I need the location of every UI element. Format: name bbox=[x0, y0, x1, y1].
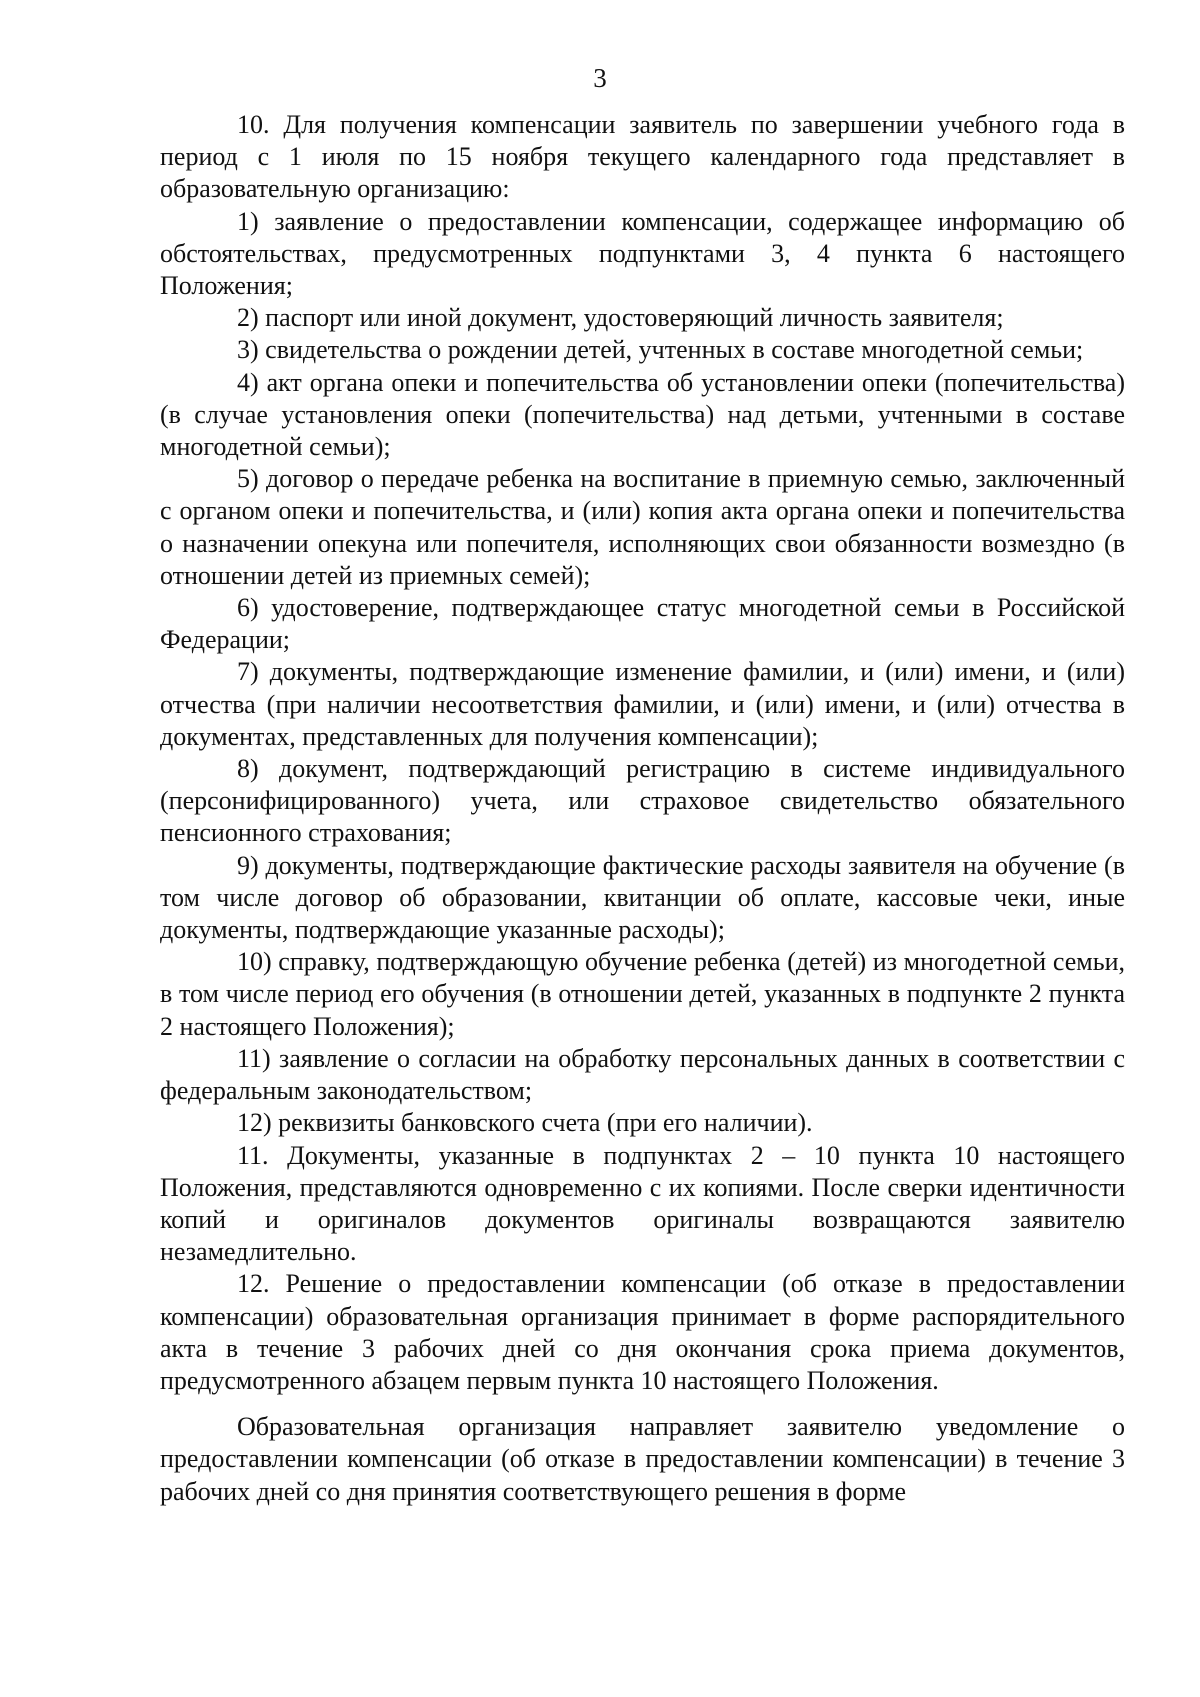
list-item-5: 5) договор о передаче ребенка на воспитание в приемную семью, заключенный с органом опеки и попечительства, и (или) копия акта органа опеки и попечительства о назначении опекуна или попечителя, исполняющих свои обязанности возмездно (в отношении детей из приемных семей); bbox=[160, 464, 1125, 590]
list-item-11: 11) заявление о согласии на обработку персональных данных в соответствии с федеральным законодательством; bbox=[160, 1043, 1125, 1106]
list-item-2: 2) паспорт или иной документ, удостоверяющий личность заявителя; bbox=[237, 303, 1004, 333]
list-item-10: 10) справку, подтверждающую обучение ребенка (детей) из многодетной семьи, в том числе период его обучения (в отношении детей, указанных в подпункте 2 пункта 2 настоящего Положения); bbox=[160, 947, 1125, 1041]
list-item-9: 9) документы, подтверждающие фактические расходы заявителя на обучение (в том числе договор об образовании, квитанции об оплате, кассовые чеки, иные документы, подтверждающие указанные расходы); bbox=[160, 850, 1125, 945]
list-item-4: 4) акт органа опеки и попечительства об установлении опеки (попечительства) (в случае установления опеки (попечительства) над детьми, учтенными в составе многодетной семьи); bbox=[160, 367, 1125, 462]
list-item-7: 7) документы, подтверждающие изменение фамилии, и (или) имени, и (или) отчества (при наличии несоответствия фамилии, и (или) имени, и (или) отчества в документах, представленных для получения компенсации); bbox=[160, 657, 1125, 751]
document-body bbox=[160, 109, 1125, 1508]
paragraph-11: 11. Документы, указанные в подпунктах 2 – 10 пункта 10 настоящего Положения, представляются одновременно с их копиями. После сверки идентичности копий и оригиналов документов оригиналы возвращаются заявителю незамедлительно. bbox=[160, 1140, 1125, 1267]
list-item-6: 6) удостоверение, подтверждающее статус многодетной семьи в Российской Федерации; bbox=[160, 593, 1125, 655]
paragraph-10: 10. Для получения компенсации заявитель по завершении учебного года в период с 1 июля по 15 ноября текущего календарного года представляет в образовательную организацию: bbox=[160, 110, 1125, 204]
list-item-1: 1) заявление о предоставлении компенсации, содержащее информацию об обстоятельствах, предусмотренных подпунктами 3, 4 пункта 6 настоящего Положения; bbox=[160, 206, 1125, 301]
list-item-12: 12) реквизиты банковского счета (при его наличии). bbox=[237, 1108, 813, 1138]
list-item-3: 3) свидетельства о рождении детей, учтенных в составе многодетной семьи; bbox=[237, 335, 1084, 365]
paragraph-12: 12. Решение о предоставлении компенсации (об отказе в предоставлении компенсации) образовательная организация принимает в форме распорядительного акта в течение 3 рабочих дней со дня окончания срока приема документов, предусмотренного абзацем первым пункта 10 настоящего Положения. bbox=[160, 1269, 1125, 1395]
paragraph-12-continuation: Образовательная организация направляет заявителю уведомление о предоставлении компенсации (об отказе в предоставлении компенсации) в течение 3 рабочих дней со дня принятия соответствующего решения в форме bbox=[160, 1412, 1125, 1506]
list-item-8: 8) документ, подтверждающий регистрацию в системе индивидуального (персонифицированного) учета, или страховое свидетельство обязательного пенсионного страхования; bbox=[160, 754, 1125, 848]
page-number: 3 bbox=[593, 63, 607, 93]
